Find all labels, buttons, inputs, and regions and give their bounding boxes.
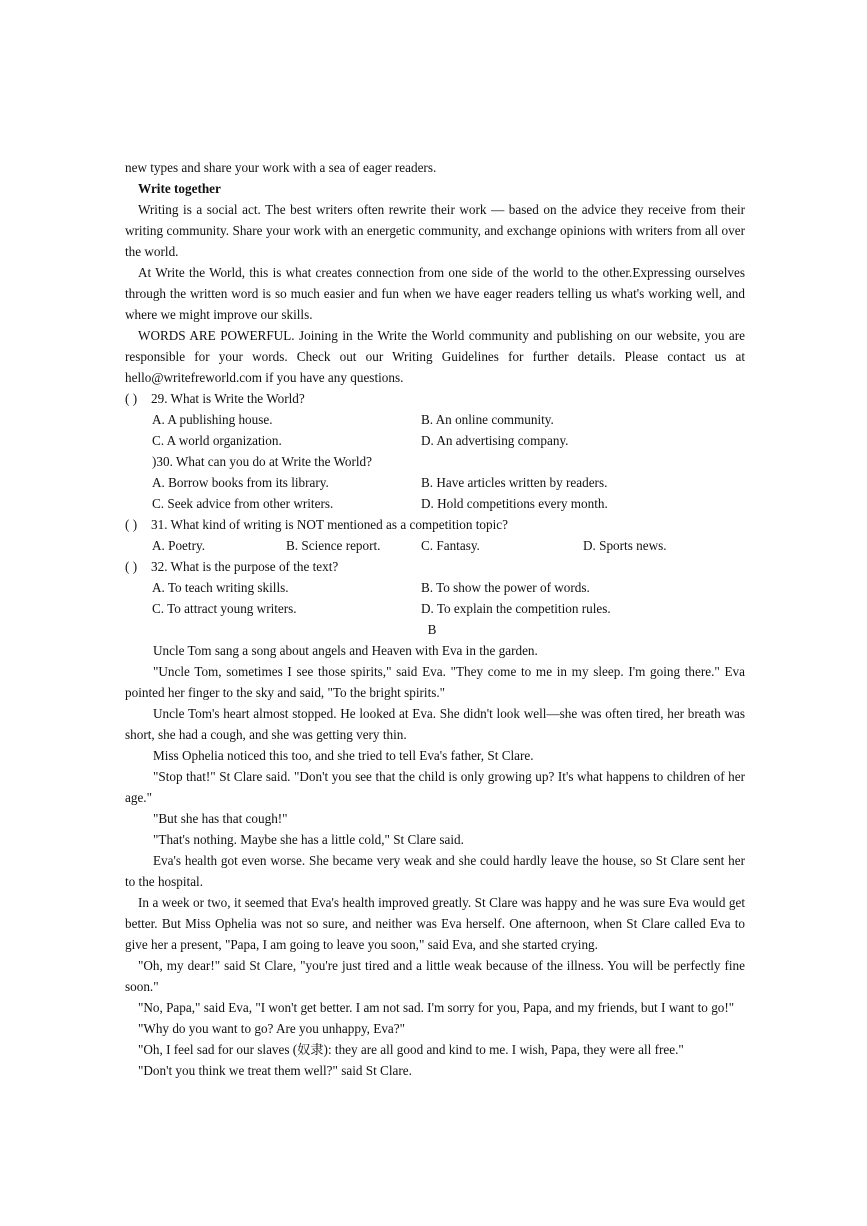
passage-b-paragraph: "Oh, I feel sad for our slaves (奴隶): they are all good and kind to me. I wish, Papa, they were all free." bbox=[138, 1042, 684, 1057]
question-text: 31. What kind of writing is NOT mentioned as a competition topic? bbox=[151, 517, 508, 532]
question-29-options-row-2 bbox=[125, 430, 745, 451]
option-c[interactable]: C. To attract young writers. bbox=[152, 601, 297, 616]
passage-b-paragraph: Eva's health got even worse. She became very weak and she could hardly leave the house, so St Clare sent her to the hospital. bbox=[125, 853, 745, 889]
section-b-label bbox=[125, 619, 745, 640]
passage-a-paragraph-2: At Write the World, this is what creates connection from one side of the world to the other.Expressing ourselves through the written word is so much easier and fun when we have eager readers telling us what's working well, and where we might improve our skills. bbox=[125, 265, 745, 322]
question-text: )30. What can you do at Write the World? bbox=[152, 454, 372, 469]
option-a[interactable]: A. Poetry. bbox=[152, 538, 205, 553]
question-32 bbox=[125, 556, 745, 577]
option-c[interactable]: C. Fantasy. bbox=[421, 538, 480, 553]
passage-b-paragraph: "Don't you think we treat them well?" said St Clare. bbox=[138, 1063, 412, 1078]
question-31-options-row bbox=[125, 535, 745, 556]
option-a[interactable]: A. Borrow books from its library. bbox=[152, 475, 329, 490]
option-d[interactable]: D. Sports news. bbox=[583, 538, 667, 553]
question-30-options-row-1 bbox=[125, 472, 745, 493]
passage-b-paragraph: "Stop that!" St Clare said. "Don't you see that the child is only growing up? It's what happens to children of her age." bbox=[125, 769, 745, 805]
passage-b-paragraph: In a week or two, it seemed that Eva's health improved greatly. St Clare was happy and he was sure Eva would get better. But Miss Ophelia was not so sure, and neither was Eva herself. One afternoon, when St Clare called Eva to give her a present, "Papa, I am going to leave you soon," said Eva, and she started crying. bbox=[125, 895, 745, 952]
passage-b-paragraph: "Uncle Tom, sometimes I see those spirits," said Eva. "They come to me in my sleep. I'm going there." Eva pointed her finger to the sky and said, "To the bright spirits." bbox=[125, 664, 745, 700]
option-c[interactable]: C. Seek advice from other writers. bbox=[152, 496, 334, 511]
passage-a-paragraph-1: Writing is a social act. The best writers often rewrite their work — based on the advice they receive from their writing community. Share your work with an energetic community, and exchange opinions with writers from all over the world. bbox=[125, 202, 745, 259]
option-b[interactable]: B. An online community. bbox=[421, 412, 554, 427]
question-32-options-row-2 bbox=[125, 598, 745, 619]
section-heading-write-together: Write together bbox=[138, 181, 221, 196]
question-29-options-row-1 bbox=[125, 409, 745, 430]
option-b[interactable]: B. To show the power of words. bbox=[421, 580, 590, 595]
question-29 bbox=[125, 388, 745, 409]
option-a[interactable]: A. To teach writing skills. bbox=[152, 580, 289, 595]
question-30 bbox=[125, 451, 745, 472]
option-d[interactable]: D. An advertising company. bbox=[421, 433, 569, 448]
question-text: 29. What is Write the World? bbox=[151, 391, 305, 406]
passage-a-paragraph-3: WORDS ARE POWERFUL. Joining in the Write the World community and publishing on our website, you are responsible for your words. Check out our Writing Guidelines for further details. Please contact us at hello@writefreworld.com if you have any questions. bbox=[125, 328, 745, 385]
section-b-letter: B bbox=[427, 622, 437, 637]
question-text: 32. What is the purpose of the text? bbox=[151, 559, 339, 574]
passage-b-paragraph: Uncle Tom's heart almost stopped. He looked at Eva. She didn't look well—she was often tired, her breath was short, she had a cough, and she was getting very thin. bbox=[125, 706, 745, 742]
option-c[interactable]: C. A world organization. bbox=[152, 433, 282, 448]
passage-b-paragraph: "But she has that cough!" bbox=[153, 811, 288, 826]
passage-b-paragraph: "No, Papa," said Eva, "I won't get better. I am not sad. I'm sorry for you, Papa, and my friends, but I want to go!" bbox=[138, 1000, 735, 1015]
passage-b-paragraph: "Oh, my dear!" said St Clare, "you're just tired and a little weak because of the illness. You will be perfectly fine soon." bbox=[125, 958, 745, 994]
passage-a-continuation: new types and share your work with a sea of eager readers. bbox=[125, 160, 437, 175]
option-b[interactable]: B. Have articles written by readers. bbox=[421, 475, 608, 490]
passage-b-paragraph: Miss Ophelia noticed this too, and she tried to tell Eva's father, St Clare. bbox=[153, 748, 534, 763]
option-d[interactable]: D. Hold competitions every month. bbox=[421, 496, 608, 511]
option-d[interactable]: D. To explain the competition rules. bbox=[421, 601, 611, 616]
document-page bbox=[125, 157, 745, 1081]
answer-bracket[interactable]: ( ) bbox=[125, 517, 138, 532]
answer-bracket[interactable]: ( ) bbox=[125, 559, 138, 574]
option-b[interactable]: B. Science report. bbox=[286, 538, 381, 553]
answer-bracket[interactable]: ( ) bbox=[125, 391, 138, 406]
passage-b-paragraph: "That's nothing. Maybe she has a little cold," St Clare said. bbox=[153, 832, 464, 847]
question-31 bbox=[125, 514, 745, 535]
question-32-options-row-1 bbox=[125, 577, 745, 598]
passage-b-paragraph: Uncle Tom sang a song about angels and Heaven with Eva in the garden. bbox=[153, 643, 538, 658]
question-30-options-row-2 bbox=[125, 493, 745, 514]
passage-b-paragraph: "Why do you want to go? Are you unhappy, Eva?" bbox=[138, 1021, 406, 1036]
option-a[interactable]: A. A publishing house. bbox=[152, 412, 273, 427]
